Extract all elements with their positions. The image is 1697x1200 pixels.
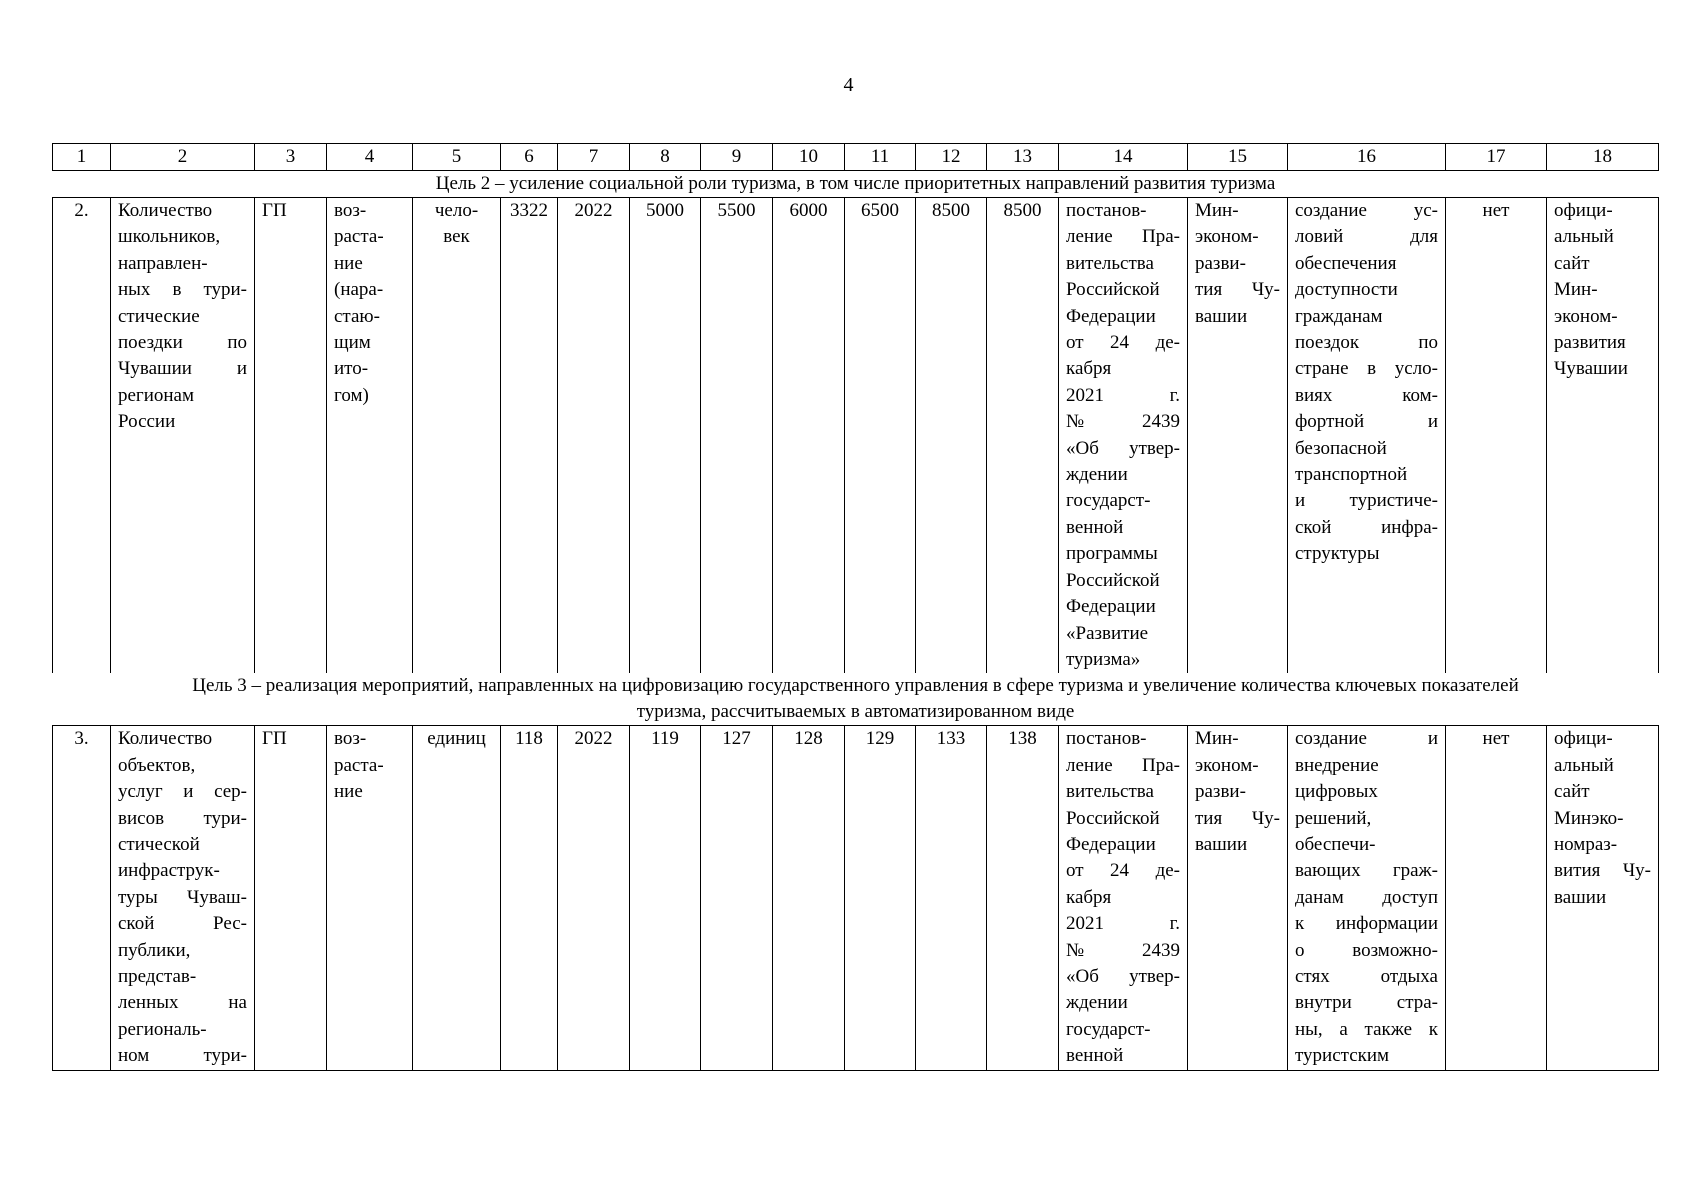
legal-document-line: вительства bbox=[1066, 252, 1154, 274]
expected-result-line: создание ус- bbox=[1295, 200, 1438, 221]
indicator-trend-line: воз- bbox=[334, 200, 367, 221]
column-number-6: 6 bbox=[501, 144, 558, 171]
column-number-8: 8 bbox=[630, 144, 701, 171]
data-source bbox=[1547, 726, 1659, 1070]
indicator-trend-line: воз- bbox=[334, 728, 367, 750]
legal-document-line: государст- bbox=[1066, 490, 1151, 512]
legal-document-line: № 2439 bbox=[1066, 939, 1180, 961]
indicator-trend-line: раста- bbox=[334, 754, 384, 776]
responsible-body-line: Мин- bbox=[1195, 728, 1239, 750]
base-year: 2022 bbox=[558, 198, 630, 674]
column-number-11: 11 bbox=[845, 144, 916, 171]
responsible-body-line: разви- bbox=[1195, 781, 1246, 803]
indicator-trend-line: стаю- bbox=[334, 305, 380, 327]
indicator-level: ГП bbox=[255, 726, 327, 1070]
expected-result-line: доступности bbox=[1295, 279, 1398, 301]
expected-result bbox=[1288, 726, 1446, 1070]
indicator-name-line: ленных на bbox=[118, 992, 247, 1014]
indicator-trend-line: гом) bbox=[334, 384, 369, 406]
goal-3-heading bbox=[53, 673, 1659, 725]
column-number-3: 3 bbox=[255, 144, 327, 171]
data-source-line: эконом- bbox=[1554, 305, 1618, 327]
expected-result-line: обеспечения bbox=[1295, 252, 1397, 274]
information-system: нет bbox=[1446, 198, 1547, 674]
data-source-line: вития Чу- bbox=[1554, 860, 1651, 882]
indicator-name-line: стической bbox=[118, 833, 200, 855]
indicator-trend-line: ние bbox=[334, 252, 363, 274]
unit-of-measure-line: единиц bbox=[427, 728, 486, 750]
goal-2-heading: Цель 2 – усиление социальной роли туризма, в том числе приоритетных направлений развития туризма bbox=[53, 171, 1659, 198]
legal-document-line: 2021 г. bbox=[1066, 913, 1180, 935]
indicator-name-line: России bbox=[118, 411, 176, 433]
target-value: 8500 bbox=[916, 198, 987, 674]
column-number-9: 9 bbox=[701, 144, 773, 171]
responsible-body-line: Мин- bbox=[1195, 200, 1239, 221]
responsible-body-line: вашии bbox=[1195, 833, 1248, 855]
indicator-trend-line: ито- bbox=[334, 358, 369, 380]
data-source-line: сайт bbox=[1554, 252, 1590, 274]
legal-document-line: ждении bbox=[1066, 992, 1128, 1014]
column-number-10: 10 bbox=[773, 144, 845, 171]
indicator-name-line: регионам bbox=[118, 384, 195, 406]
legal-document-line: от 24 де- bbox=[1066, 860, 1180, 882]
indicator-name-line: Чувашии и bbox=[118, 358, 247, 380]
target-value: 128 bbox=[773, 726, 845, 1070]
indicator-name-line: Количество bbox=[118, 728, 213, 750]
column-number-7: 7 bbox=[558, 144, 630, 171]
expected-result bbox=[1288, 198, 1446, 674]
data-source-line: офици- bbox=[1554, 200, 1613, 221]
column-number-13: 13 bbox=[987, 144, 1059, 171]
expected-result-line: ловий для bbox=[1295, 226, 1438, 248]
data-source-line: номраз- bbox=[1554, 833, 1618, 855]
legal-document-line: государст- bbox=[1066, 1018, 1151, 1040]
legal-document-line: ление Пра- bbox=[1066, 754, 1180, 776]
data-source-line: Минэко- bbox=[1554, 807, 1624, 829]
expected-result-line: создание и bbox=[1295, 728, 1438, 750]
indicator-trend bbox=[327, 726, 413, 1070]
unit-of-measure bbox=[413, 726, 501, 1070]
indicator-trend-line: щим bbox=[334, 332, 371, 354]
legal-document-line: Российской bbox=[1066, 569, 1160, 591]
data-source-line: альный bbox=[1554, 226, 1614, 248]
base-year: 2022 bbox=[558, 726, 630, 1070]
expected-result-line: внедрение bbox=[1295, 754, 1379, 776]
data-source-line: Чувашии bbox=[1554, 358, 1628, 380]
expected-result-line: внутри стра- bbox=[1295, 992, 1438, 1014]
expected-result-line: поездок по bbox=[1295, 332, 1438, 354]
legal-document-line: «Развитие bbox=[1066, 622, 1149, 644]
target-value: 5500 bbox=[701, 198, 773, 674]
goal-3-heading-line-1: Цель 3 – реализация мероприятий, направленных на цифровизацию государственного управления в сфере туризма и увеличение количества ключевых показателей bbox=[192, 675, 1519, 697]
data-source-line: Мин- bbox=[1554, 279, 1598, 301]
data-source-line: офици- bbox=[1554, 728, 1613, 750]
expected-result-line: и туристиче- bbox=[1295, 490, 1438, 512]
responsible-body-line: разви- bbox=[1195, 252, 1246, 274]
indicator-name-line: объектов, bbox=[118, 754, 196, 776]
indicator-name-line: направлен- bbox=[118, 252, 208, 274]
legal-document-line: № 2439 bbox=[1066, 411, 1180, 433]
data-source-line: развития bbox=[1554, 332, 1626, 354]
expected-result-line: гражданам bbox=[1295, 305, 1383, 327]
legal-document-line: «Об утвер- bbox=[1066, 965, 1180, 987]
expected-result-line: о возможно- bbox=[1295, 939, 1438, 961]
information-system: нет bbox=[1446, 726, 1547, 1070]
column-number-2: 2 bbox=[111, 144, 255, 171]
responsible-body-line: тия Чу- bbox=[1195, 279, 1280, 301]
indicator-name-line: инфраструк- bbox=[118, 860, 220, 882]
legal-document-line: 2021 г. bbox=[1066, 384, 1180, 406]
expected-result-line: стях отдыха bbox=[1295, 965, 1438, 987]
responsible-body bbox=[1188, 198, 1288, 674]
responsible-body-line: эконом- bbox=[1195, 754, 1259, 776]
indicator-trend bbox=[327, 198, 413, 674]
legal-document-line: ждении bbox=[1066, 464, 1128, 486]
column-number-17: 17 bbox=[1446, 144, 1547, 171]
unit-of-measure-line: чело- bbox=[434, 200, 479, 221]
expected-result-line: данам доступ bbox=[1295, 886, 1438, 908]
target-value: 8500 bbox=[987, 198, 1059, 674]
expected-result-line: обеспечи- bbox=[1295, 833, 1376, 855]
expected-result-line: безопасной bbox=[1295, 437, 1387, 459]
indicators-table bbox=[52, 143, 1659, 1071]
base-value: 3322 bbox=[501, 198, 558, 674]
expected-result-line: стране в усло- bbox=[1295, 358, 1438, 380]
target-value: 133 bbox=[916, 726, 987, 1070]
expected-result-line: к информации bbox=[1295, 913, 1438, 935]
indicator-name-line: услуг и сер- bbox=[118, 781, 247, 803]
legal-document-line: Российской bbox=[1066, 807, 1160, 829]
indicator-name bbox=[111, 726, 255, 1070]
goal-3-row bbox=[53, 673, 1659, 725]
column-number-4: 4 bbox=[327, 144, 413, 171]
legal-document-line: Федерации bbox=[1066, 305, 1156, 327]
table-row bbox=[53, 726, 1659, 1070]
table-row bbox=[53, 198, 1659, 674]
legal-document-line: венной bbox=[1066, 516, 1124, 538]
indicator-name-line: поездки по bbox=[118, 332, 247, 354]
column-number-12: 12 bbox=[916, 144, 987, 171]
indicator-name-line: региональ- bbox=[118, 1018, 207, 1040]
legal-document-line: венной bbox=[1066, 1045, 1124, 1067]
expected-result-line: решений, bbox=[1295, 807, 1372, 829]
goal-3-heading-line-2: туризма, рассчитываемых в автоматизированном виде bbox=[636, 701, 1075, 723]
data-source-line: альный bbox=[1554, 754, 1614, 776]
column-number-14: 14 bbox=[1059, 144, 1188, 171]
column-number-5: 5 bbox=[413, 144, 501, 171]
expected-result-line: ской инфра- bbox=[1295, 516, 1438, 538]
legal-document-line: «Об утвер- bbox=[1066, 437, 1180, 459]
expected-result-line: вающих граж- bbox=[1295, 860, 1438, 882]
column-number-16: 16 bbox=[1288, 144, 1446, 171]
responsible-body-line: вашии bbox=[1195, 305, 1248, 327]
legal-document-line: кабря bbox=[1066, 358, 1112, 380]
target-value: 5000 bbox=[630, 198, 701, 674]
unit-of-measure-line: век bbox=[443, 226, 470, 248]
target-value: 129 bbox=[845, 726, 916, 1070]
indicator-name bbox=[111, 198, 255, 674]
indicator-name-line: туры Чуваш- bbox=[118, 886, 247, 908]
responsible-body-line: эконом- bbox=[1195, 226, 1259, 248]
column-number-15: 15 bbox=[1188, 144, 1288, 171]
legal-document-line: постанов- bbox=[1066, 728, 1147, 750]
legal-document-line: Российской bbox=[1066, 279, 1160, 301]
legal-document-line: Федерации bbox=[1066, 833, 1156, 855]
expected-result-line: цифровых bbox=[1295, 781, 1378, 803]
responsible-body bbox=[1188, 726, 1288, 1070]
target-value: 6000 bbox=[773, 198, 845, 674]
indicator-trend-line: (нара- bbox=[334, 279, 384, 301]
indicator-name-line: стические bbox=[118, 305, 200, 327]
column-number-1: 1 bbox=[53, 144, 111, 171]
expected-result-line: виях ком- bbox=[1295, 384, 1438, 406]
indicator-name-line: ном тури- bbox=[118, 1045, 247, 1067]
legal-document-line: ление Пра- bbox=[1066, 226, 1180, 248]
row-number: 3. bbox=[53, 726, 111, 1070]
expected-result-line: фортной и bbox=[1295, 411, 1438, 433]
column-number-18: 18 bbox=[1547, 144, 1659, 171]
legal-document bbox=[1059, 198, 1188, 674]
indicator-name-line: ных в тури- bbox=[118, 279, 247, 301]
unit-of-measure bbox=[413, 198, 501, 674]
expected-result-line: туристским bbox=[1295, 1045, 1390, 1067]
legal-document-line: вительства bbox=[1066, 781, 1154, 803]
target-value: 127 bbox=[701, 726, 773, 1070]
indicator-trend-line: раста- bbox=[334, 226, 384, 248]
indicator-name-line: Количество bbox=[118, 200, 213, 221]
data-source-line: вашии bbox=[1554, 886, 1607, 908]
legal-document bbox=[1059, 726, 1188, 1070]
legal-document-line: программы bbox=[1066, 543, 1158, 565]
legal-document-line: Федерации bbox=[1066, 596, 1156, 618]
expected-result-line: структуры bbox=[1295, 543, 1380, 565]
legal-document-line: кабря bbox=[1066, 886, 1112, 908]
indicator-name-line: публики, bbox=[118, 939, 191, 961]
indicator-name-line: ской Рес- bbox=[118, 913, 247, 935]
base-value: 118 bbox=[501, 726, 558, 1070]
target-value: 6500 bbox=[845, 198, 916, 674]
data-source-line: сайт bbox=[1554, 781, 1590, 803]
legal-document-line: постанов- bbox=[1066, 200, 1147, 221]
goal-2-row bbox=[53, 171, 1659, 198]
page-number: 4 bbox=[843, 74, 854, 96]
responsible-body-line: тия Чу- bbox=[1195, 807, 1280, 829]
indicator-level: ГП bbox=[255, 198, 327, 674]
expected-result-line: ны, а также к bbox=[1295, 1018, 1438, 1040]
legal-document-line: от 24 де- bbox=[1066, 332, 1180, 354]
data-source bbox=[1547, 198, 1659, 674]
column-number-row bbox=[53, 144, 1659, 171]
indicator-name-line: школьников, bbox=[118, 226, 221, 248]
legal-document-line: туризма» bbox=[1066, 648, 1141, 670]
indicator-trend-line: ние bbox=[334, 781, 363, 803]
target-value: 119 bbox=[630, 726, 701, 1070]
target-value: 138 bbox=[987, 726, 1059, 1070]
row-number: 2. bbox=[53, 198, 111, 674]
expected-result-line: транспортной bbox=[1295, 464, 1408, 486]
indicator-name-line: представ- bbox=[118, 965, 197, 987]
indicator-name-line: висов тури- bbox=[118, 807, 247, 829]
